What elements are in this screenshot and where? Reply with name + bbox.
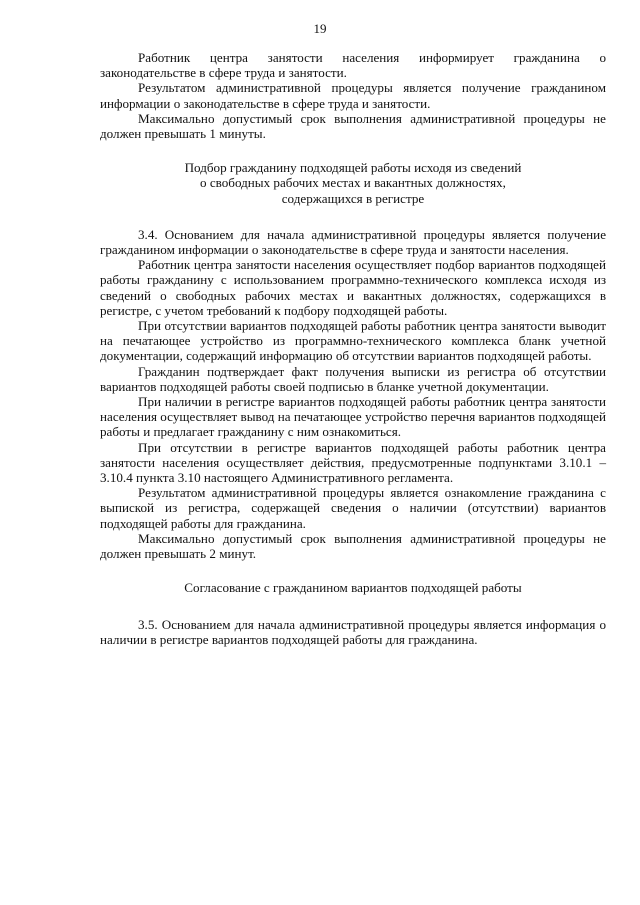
spacer [100,206,606,227]
heading-line: Подбор гражданину подходящей работы исходя из сведений [184,160,522,176]
paragraph-subclauses: При отсутствии в регистре вариантов подходящей работы работник центра занятости населения осуществляет действия, предусмотренные подпунктами 3.10.1 – 3.10.4 пункта 3.10 настоящего Административного регламента. [100,439,606,486]
section-heading-agreement [100,580,606,595]
paragraph-result-information: Результатом административной процедуры является получение гражданином информации о законодательстве в сфере труда и занятости. [100,80,606,111]
document-body [100,50,606,647]
spacer [100,141,606,160]
paragraph-max-time-1-minute: Максимально допустимый срок выполнения административной процедуры не должен превышать 1 минуты. [100,110,606,142]
paragraph-3-5-basis: 3.5. Основанием для начала административной процедуры является информация о наличии в регистре вариантов подходящей работы для гражданина. [100,616,606,647]
paragraph-inform-legislation: Работник центра занятости населения информирует гражданина о законодательстве в сфере труда и занятости. [100,50,606,81]
spacer [100,596,606,617]
paragraph-no-variants-printout: При отсутствии вариантов подходящей работы работник центра занятости выводит на печатающее устройство из программно-технического комплекса бланк учетной документации, содержащий информацию об отсутствии вариантов подходящей работы. [100,318,606,364]
section-heading-job-selection [100,160,606,206]
paragraph-result-acquaintance: Результатом административной процедуры является ознакомление гражданина с выпиской из регистра, содержащей сведения о наличии (отсутствии) вариантов подходящей работы для гражданина. [100,485,606,531]
paragraph-citizen-signature: Гражданин подтверждает факт получения выписки из регистра об отсутствии вариантов подходящей работы своей подписью в бланке учетной документации. [100,363,606,394]
heading-line: о свободных рабочих местах и вакантных должностях, [200,175,506,191]
paragraph-variants-list: При наличии в регистре вариантов подходящей работы работник центра занятости населения осуществляет вывод на печатающее устройство перечня вариантов подходящей работы и предлагает гражданину с ним ознакомиться. [100,394,606,440]
paragraph-max-time-2-minutes: Максимально допустимый срок выполнения административной процедуры не должен превышать 2 минут. [100,530,606,562]
paragraph-job-selection: Работник центра занятости населения осуществляет подбор вариантов подходящей работы гражданину с использованием программно-технического комплекса исходя из сведений о свободных рабочих местах и вакантных должностях, содержащихся в регистре, с учетом требований к подбору подходящей работы. [100,257,606,318]
paragraph-3-4-basis: 3.4. Основанием для начала административной процедуры является получение гражданином информации о законодательстве в сфере труда и занятости населения. [100,226,606,258]
page-number: 19 [313,21,327,36]
spacer [100,561,606,580]
heading-line: содержащихся в регистре [281,190,425,206]
heading-line: Согласование с гражданином вариантов подходящей работы [184,580,522,596]
